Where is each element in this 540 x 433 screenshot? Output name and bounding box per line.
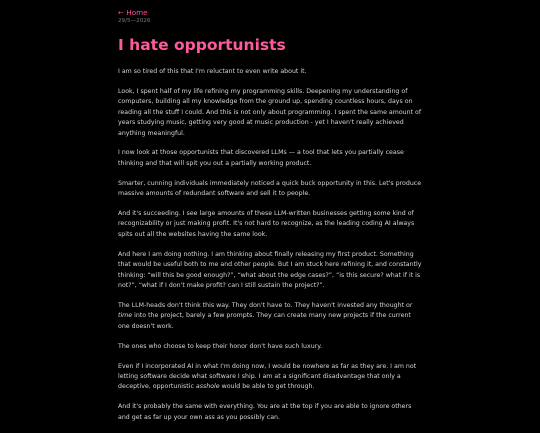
post-date: 29/5—2026	[118, 18, 151, 24]
paragraph-8: The ones who choose to keep their honor don't have such luxury.	[118, 342, 323, 350]
paragraph-9	[118, 362, 424, 393]
paragraph-7-text-a: The LLM-heads don't think this way. They don't have to. They haven't invested any thought or	[118, 301, 413, 309]
paragraph-6: And here I am doing nothing. I am thinking about finally releasing my first product. Something that would be useful both to me and other people. But I am stuck here refining it, and constantly thinking: “will this be good enough?”, “what about the edge cases?”, “is this secure? what if it is not?”, “what if I don't make profit? can I still sustain the project?”.	[118, 250, 422, 289]
paragraph-2: Look, I spent half of my life refining my programming skills. Deepening my understanding of computers, building all my knowledge from the ground up, spending countless hours, days on reading all the stuff I could. And this is not only about programming. I spent the same amount of years studying music, getting very good at music production - yet I haven't really achieved anything meaningful.	[118, 87, 422, 137]
paragraph-9-emphasis: asshole	[195, 383, 220, 391]
post-title: I hate opportunists	[118, 36, 286, 54]
paragraph-5: And it's succeeding. I see large amounts of these LLM-written businesses getting some kind of recognizability or just making profit. It's not hard to recognize, as the leading coding AI always spits out all the websites having the same look.	[118, 210, 415, 238]
paragraph-9-text-b: would be able to get through.	[219, 383, 315, 391]
paragraph-7	[118, 301, 424, 332]
paragraph-1: I am so tired of this that I'm reluctant to even write about it.	[118, 68, 307, 75]
paragraph-7-text-b: into the project, barely a few prompts. They can create many new projects if the current one doesn't work.	[118, 312, 411, 330]
article	[118, 8, 424, 433]
paragraph-9-text-a: Even if I incorporated AI in what I'm doing now, I would be nowhere as far as they are. I am not letting software decide what software I ship. I am at a significant disadvantage that only a deceptive, opportunistic	[118, 362, 417, 391]
paragraph-10: And it's probably the same with everything. You are at the top if you are able to ignore others and get as far up your own ass as you possibly can.	[118, 403, 412, 421]
home-link[interactable]: ← Home	[118, 8, 148, 17]
paragraph-7-emphasis: time	[118, 312, 133, 320]
paragraph-4: Smarter, cunning individuals immediately noticed a quick buck opportunity in this. Let's produce massive amounts of redundant software and sell it to people.	[118, 179, 422, 198]
paragraph-3: I now look at those opportunists that discovered LLMs — a tool that lets you partially cease thinking and that will spit you out a partially working product.	[118, 149, 404, 167]
